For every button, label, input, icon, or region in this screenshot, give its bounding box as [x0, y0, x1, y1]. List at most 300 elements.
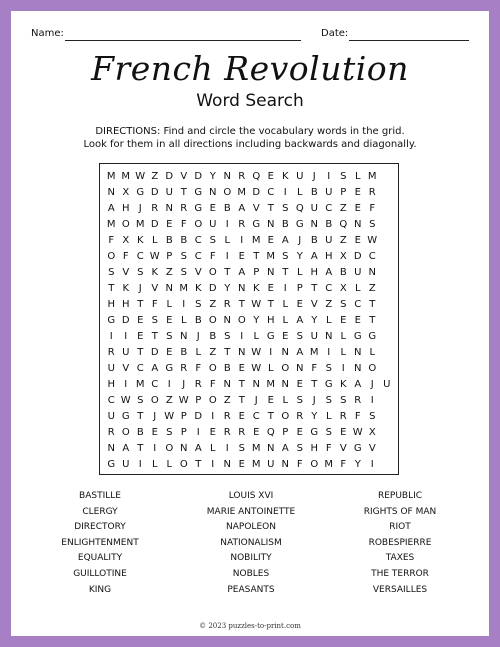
grid-letter[interactable]: R — [151, 202, 159, 214]
grid-letter[interactable]: O — [208, 394, 217, 406]
grid-letter[interactable]: U — [122, 458, 130, 470]
grid-letter[interactable]: D — [165, 170, 174, 182]
grid-letter[interactable]: S — [340, 298, 347, 310]
grid-letter[interactable]: G — [266, 330, 275, 342]
grid-letter[interactable]: T — [311, 282, 318, 294]
grid-letter[interactable]: T — [238, 298, 245, 310]
grid-letter[interactable]: S — [340, 394, 347, 406]
grid-letter[interactable]: B — [310, 186, 318, 198]
grid-letter[interactable]: E — [282, 330, 289, 342]
grid-letter[interactable]: I — [225, 218, 229, 230]
grid-letter[interactable]: L — [151, 234, 158, 246]
grid-letter[interactable]: W — [120, 394, 131, 406]
grid-letter[interactable]: M — [367, 170, 377, 182]
grid-letter[interactable]: U — [354, 266, 362, 278]
grid-letter[interactable]: W — [251, 298, 262, 310]
grid-letter[interactable]: S — [238, 442, 245, 454]
grid-letter[interactable]: B — [180, 346, 188, 358]
grid-letter[interactable]: G — [295, 218, 304, 230]
grid-letter[interactable]: Z — [368, 282, 376, 294]
grid-letter[interactable]: N — [281, 346, 289, 358]
grid-letter[interactable]: I — [327, 170, 331, 182]
grid-letter[interactable]: G — [194, 202, 203, 214]
grid-letter[interactable]: Z — [151, 170, 159, 182]
grid-letter[interactable]: P — [195, 394, 202, 406]
grid-letter[interactable]: L — [209, 442, 216, 454]
grid-letter[interactable]: E — [296, 426, 303, 438]
grid-letter[interactable]: F — [209, 250, 216, 262]
grid-letter[interactable]: T — [267, 298, 274, 310]
grid-letter[interactable]: O — [281, 362, 290, 374]
grid-letter[interactable]: N — [180, 442, 188, 454]
grid-letter[interactable]: T — [108, 282, 115, 294]
grid-letter[interactable]: R — [223, 298, 231, 310]
grid-letter[interactable]: M — [135, 218, 145, 230]
grid-letter[interactable]: F — [354, 410, 361, 422]
grid-letter[interactable]: V — [194, 266, 202, 278]
grid-letter[interactable]: Z — [165, 394, 173, 406]
grid-letter[interactable] — [380, 200, 395, 216]
grid-letter[interactable]: E — [238, 362, 245, 374]
grid-letter[interactable] — [380, 408, 395, 424]
grid-letter[interactable]: F — [108, 234, 115, 246]
grid-letter[interactable]: H — [107, 298, 116, 310]
grid-letter[interactable]: N — [267, 442, 275, 454]
grid-letter[interactable]: E — [354, 202, 361, 214]
grid-letter[interactable]: V — [122, 362, 130, 374]
grid-letter[interactable]: V — [122, 266, 130, 278]
grid-letter[interactable]: F — [340, 458, 347, 470]
grid-letter[interactable]: W — [352, 426, 363, 438]
grid-letter[interactable]: I — [240, 330, 244, 342]
grid-letter[interactable]: C — [136, 250, 144, 262]
grid-letter[interactable]: P — [296, 282, 303, 294]
grid-letter[interactable]: S — [137, 394, 144, 406]
grid-letter[interactable]: A — [310, 250, 318, 262]
grid-letter[interactable]: H — [107, 378, 116, 390]
grid-letter[interactable]: T — [137, 346, 144, 358]
grid-letter[interactable]: K — [252, 282, 260, 294]
grid-letter[interactable]: S — [282, 202, 289, 214]
grid-letter[interactable]: B — [325, 218, 333, 230]
grid-letter[interactable]: S — [296, 394, 303, 406]
grid-letter[interactable]: M — [121, 170, 131, 182]
grid-letter[interactable]: L — [195, 346, 202, 358]
grid-letter[interactable] — [380, 360, 395, 376]
grid-letter[interactable]: O — [107, 250, 116, 262]
grid-letter[interactable]: G — [107, 314, 116, 326]
grid-letter[interactable]: M — [135, 378, 145, 390]
grid-letter[interactable]: Y — [311, 314, 318, 326]
grid-letter[interactable]: T — [369, 298, 376, 310]
grid-letter[interactable]: I — [283, 282, 287, 294]
grid-letter[interactable]: V — [310, 298, 318, 310]
grid-letter[interactable]: N — [238, 346, 246, 358]
grid-letter[interactable]: M — [251, 234, 261, 246]
grid-letter[interactable]: H — [324, 250, 333, 262]
grid-letter[interactable]: D — [194, 170, 203, 182]
grid-letter[interactable]: T — [151, 330, 158, 342]
grid-letter[interactable]: R — [339, 410, 347, 422]
grid-letter[interactable]: T — [238, 378, 245, 390]
grid-letter[interactable]: S — [180, 266, 187, 278]
grid-letter[interactable]: N — [107, 186, 115, 198]
grid-letter[interactable]: J — [298, 234, 302, 246]
grid-letter[interactable] — [380, 216, 395, 232]
grid-letter[interactable]: O — [368, 362, 377, 374]
grid-letter[interactable]: G — [324, 378, 333, 390]
grid-letter[interactable]: C — [151, 378, 159, 390]
grid-letter[interactable]: C — [252, 410, 260, 422]
grid-letter[interactable]: E — [340, 314, 347, 326]
grid-letter[interactable]: M — [106, 170, 116, 182]
grid-letter[interactable]: S — [369, 218, 376, 230]
grid-letter[interactable] — [380, 296, 395, 312]
grid-letter[interactable]: T — [224, 346, 231, 358]
grid-letter[interactable]: P — [340, 186, 347, 198]
grid-letter[interactable]: V — [368, 442, 376, 454]
grid-letter[interactable]: D — [150, 346, 159, 358]
grid-letter[interactable]: D — [252, 186, 261, 198]
grid-letter[interactable]: I — [225, 250, 229, 262]
grid-letter[interactable]: A — [151, 362, 159, 374]
grid-letter[interactable]: S — [282, 250, 289, 262]
grid-letter[interactable]: C — [354, 298, 362, 310]
grid-letter[interactable]: U — [209, 218, 217, 230]
grid-letter[interactable]: N — [165, 202, 173, 214]
grid-letter[interactable]: J — [312, 170, 316, 182]
grid-letter[interactable]: B — [281, 218, 289, 230]
grid-letter[interactable]: F — [151, 298, 158, 310]
grid-letter[interactable]: N — [354, 362, 362, 374]
grid-letter[interactable]: C — [267, 186, 275, 198]
grid-letter[interactable]: A — [122, 442, 130, 454]
grid-letter[interactable] — [380, 232, 395, 248]
grid-letter[interactable]: K — [136, 234, 144, 246]
grid-letter[interactable]: N — [180, 330, 188, 342]
grid-letter[interactable]: K — [339, 378, 347, 390]
grid-letter[interactable]: L — [340, 346, 347, 358]
grid-letter[interactable]: S — [369, 410, 376, 422]
grid-letter[interactable]: T — [311, 378, 318, 390]
grid-letter[interactable]: C — [194, 250, 202, 262]
grid-letter[interactable]: B — [339, 266, 347, 278]
grid-letter[interactable]: T — [238, 394, 245, 406]
grid-letter[interactable]: W — [164, 410, 175, 422]
grid-letter[interactable]: H — [121, 298, 130, 310]
grid-letter[interactable]: S — [296, 330, 303, 342]
grid-letter[interactable]: V — [339, 442, 347, 454]
grid-letter[interactable] — [380, 344, 395, 360]
grid-letter[interactable]: B — [310, 234, 318, 246]
grid-letter[interactable]: P — [282, 426, 289, 438]
grid-letter[interactable]: M — [324, 458, 334, 470]
grid-letter[interactable]: J — [312, 394, 316, 406]
date-blank[interactable] — [349, 40, 469, 41]
grid-letter[interactable]: N — [107, 442, 115, 454]
grid-letter[interactable]: D — [208, 282, 217, 294]
grid-letter[interactable]: F — [180, 218, 187, 230]
grid-letter[interactable]: U — [310, 202, 318, 214]
grid-letter[interactable]: N — [165, 282, 173, 294]
grid-letter[interactable]: R — [368, 186, 376, 198]
grid-letter[interactable]: C — [194, 234, 202, 246]
grid-letter[interactable]: I — [370, 394, 374, 406]
grid-letter[interactable]: U — [296, 170, 304, 182]
grid-letter[interactable]: T — [282, 266, 289, 278]
grid-letter[interactable]: T — [224, 266, 231, 278]
grid-letter[interactable]: Y — [253, 314, 260, 326]
grid-letter[interactable]: O — [179, 458, 188, 470]
grid-letter[interactable] — [380, 440, 395, 456]
grid-letter[interactable]: N — [223, 378, 231, 390]
grid-letter[interactable]: E — [267, 234, 274, 246]
grid-letter[interactable]: J — [153, 410, 157, 422]
grid-letter[interactable]: W — [251, 362, 262, 374]
grid-letter[interactable]: R — [180, 202, 188, 214]
grid-letter[interactable]: N — [325, 330, 333, 342]
grid-letter[interactable]: E — [238, 410, 245, 422]
grid-letter[interactable]: I — [167, 378, 171, 390]
grid-letter[interactable]: E — [151, 426, 158, 438]
grid-letter[interactable]: U — [325, 186, 333, 198]
grid-letter[interactable]: U — [107, 362, 115, 374]
grid-letter[interactable]: T — [137, 298, 144, 310]
grid-letter[interactable]: U — [122, 346, 130, 358]
grid-letter[interactable]: J — [370, 378, 374, 390]
grid-letter[interactable]: X — [122, 234, 130, 246]
grid-letter[interactable]: R — [296, 410, 304, 422]
grid-letter[interactable]: T — [267, 410, 274, 422]
grid-letter[interactable]: M — [237, 186, 247, 198]
grid-letter[interactable]: L — [180, 314, 187, 326]
grid-letter[interactable]: A — [238, 266, 246, 278]
grid-letter[interactable]: H — [310, 442, 319, 454]
grid-letter[interactable]: L — [325, 410, 332, 422]
grid-letter[interactable]: Z — [325, 298, 333, 310]
grid-letter[interactable]: Z — [209, 298, 217, 310]
grid-letter[interactable]: L — [354, 170, 361, 182]
grid-letter[interactable]: X — [368, 426, 376, 438]
grid-letter[interactable]: E — [253, 426, 260, 438]
grid-letter[interactable]: B — [180, 234, 188, 246]
grid-letter[interactable]: T — [267, 202, 274, 214]
grid-letter[interactable]: R — [223, 410, 231, 422]
grid-letter[interactable]: N — [368, 266, 376, 278]
grid-letter[interactable]: W — [178, 394, 189, 406]
grid-letter[interactable]: N — [281, 458, 289, 470]
grid-letter[interactable]: L — [166, 298, 173, 310]
grid-letter[interactable]: F — [296, 458, 303, 470]
grid-letter[interactable]: S — [180, 250, 187, 262]
grid-letter[interactable]: T — [253, 250, 260, 262]
grid-letter[interactable]: T — [137, 410, 144, 422]
grid-letter[interactable]: R — [194, 378, 202, 390]
grid-letter[interactable]: T — [180, 186, 187, 198]
grid-letter[interactable]: Q — [252, 170, 261, 182]
grid-letter[interactable]: P — [180, 426, 187, 438]
grid-letter[interactable]: Q — [339, 218, 348, 230]
grid-letter[interactable]: O — [165, 442, 174, 454]
grid-letter[interactable]: A — [325, 266, 333, 278]
grid-letter[interactable]: U — [107, 410, 115, 422]
grid-letter[interactable]: Z — [339, 202, 347, 214]
grid-letter[interactable] — [380, 264, 395, 280]
grid-letter[interactable]: M — [251, 458, 261, 470]
grid-letter[interactable]: Z — [209, 346, 217, 358]
grid-letter[interactable]: C — [107, 394, 115, 406]
grid-letter[interactable]: L — [369, 346, 376, 358]
grid-letter[interactable]: L — [253, 330, 260, 342]
grid-letter[interactable]: E — [166, 218, 173, 230]
grid-letter[interactable]: S — [340, 170, 347, 182]
grid-letter[interactable]: A — [194, 442, 202, 454]
grid-letter[interactable]: E — [354, 314, 361, 326]
grid-letter[interactable] — [380, 392, 395, 408]
grid-letter[interactable]: O — [281, 410, 290, 422]
grid-letter[interactable]: Y — [224, 282, 231, 294]
grid-letter[interactable]: L — [151, 458, 158, 470]
grid-letter[interactable]: S — [137, 266, 144, 278]
grid-letter[interactable]: I — [211, 458, 215, 470]
grid-letter[interactable]: K — [194, 282, 202, 294]
grid-letter[interactable]: T — [195, 458, 202, 470]
grid-letter[interactable]: O — [121, 218, 130, 230]
grid-letter[interactable]: L — [340, 330, 347, 342]
grid-letter[interactable]: O — [208, 314, 217, 326]
grid-letter[interactable]: M — [266, 378, 276, 390]
grid-letter[interactable]: Z — [165, 266, 173, 278]
grid-letter[interactable]: E — [209, 202, 216, 214]
grid-letter[interactable]: I — [124, 330, 128, 342]
grid-letter[interactable]: U — [310, 330, 318, 342]
grid-letter[interactable]: V — [180, 170, 188, 182]
grid-letter[interactable]: K — [281, 170, 289, 182]
grid-letter[interactable]: M — [251, 442, 261, 454]
grid-letter[interactable]: A — [354, 378, 362, 390]
grid-letter[interactable]: F — [325, 442, 332, 454]
grid-letter[interactable]: S — [108, 266, 115, 278]
grid-letter[interactable]: G — [107, 458, 116, 470]
grid-letter[interactable]: L — [282, 314, 289, 326]
grid-letter[interactable]: S — [166, 426, 173, 438]
grid-letter[interactable]: O — [208, 266, 217, 278]
grid-letter[interactable]: I — [225, 442, 229, 454]
grid-letter[interactable]: A — [296, 314, 304, 326]
grid-letter[interactable]: R — [180, 362, 188, 374]
grid-letter[interactable]: J — [138, 282, 142, 294]
grid-letter[interactable] — [380, 312, 395, 328]
grid-letter[interactable]: J — [138, 202, 142, 214]
grid-letter[interactable]: B — [194, 314, 202, 326]
grid-letter[interactable]: O — [223, 186, 232, 198]
grid-letter[interactable]: S — [325, 362, 332, 374]
grid-letter[interactable] — [380, 184, 395, 200]
grid-letter[interactable]: I — [269, 346, 273, 358]
grid-letter[interactable]: D — [150, 186, 159, 198]
grid-letter[interactable]: L — [267, 362, 274, 374]
grid-letter[interactable]: N — [354, 218, 362, 230]
grid-letter[interactable]: S — [195, 298, 202, 310]
grid-letter[interactable]: K — [122, 282, 130, 294]
grid-letter[interactable]: G — [310, 426, 319, 438]
grid-letter[interactable]: N — [267, 218, 275, 230]
grid-letter[interactable]: W — [135, 170, 146, 182]
grid-letter[interactable]: G — [194, 186, 203, 198]
grid-letter[interactable]: U — [325, 234, 333, 246]
grid-letter[interactable]: O — [208, 362, 217, 374]
word-search-grid[interactable] — [99, 163, 399, 475]
grid-letter[interactable]: I — [196, 426, 200, 438]
grid-letter[interactable]: M — [309, 346, 319, 358]
grid-letter[interactable]: P — [180, 410, 187, 422]
grid-letter[interactable]: N — [223, 170, 231, 182]
grid-letter[interactable]: S — [209, 234, 216, 246]
grid-letter[interactable]: F — [311, 362, 318, 374]
grid-letter[interactable]: E — [267, 170, 274, 182]
grid-letter[interactable]: I — [283, 186, 287, 198]
grid-letter[interactable]: T — [137, 442, 144, 454]
grid-letter[interactable]: L — [354, 282, 361, 294]
grid-letter[interactable]: B — [165, 234, 173, 246]
grid-letter[interactable]: G — [368, 330, 377, 342]
grid-letter[interactable]: O — [150, 394, 159, 406]
grid-letter[interactable]: Y — [209, 170, 216, 182]
grid-letter[interactable]: I — [370, 458, 374, 470]
grid-letter[interactable]: E — [137, 330, 144, 342]
grid-letter[interactable]: B — [209, 330, 217, 342]
grid-letter[interactable]: O — [121, 426, 130, 438]
grid-letter[interactable]: I — [240, 234, 244, 246]
grid-letter[interactable]: W — [251, 346, 262, 358]
grid-letter[interactable]: I — [341, 362, 345, 374]
grid-letter[interactable]: D — [353, 250, 362, 262]
grid-letter[interactable]: S — [151, 314, 158, 326]
grid-letter[interactable]: R — [238, 218, 246, 230]
grid-letter[interactable]: L — [296, 186, 303, 198]
grid-letter[interactable]: R — [238, 170, 246, 182]
grid-letter[interactable]: E — [354, 234, 361, 246]
grid-letter[interactable]: E — [296, 298, 303, 310]
grid-letter[interactable]: F — [195, 362, 202, 374]
grid-letter[interactable]: Q — [295, 202, 304, 214]
grid-letter[interactable]: O — [194, 218, 203, 230]
grid-letter[interactable]: C — [325, 282, 333, 294]
grid-letter[interactable]: E — [209, 426, 216, 438]
grid-letter[interactable]: U — [383, 378, 391, 390]
grid-letter[interactable]: F — [122, 250, 129, 262]
grid-letter[interactable]: R — [107, 346, 115, 358]
grid-letter[interactable]: E — [238, 250, 245, 262]
grid-letter[interactable]: O — [310, 458, 319, 470]
grid-letter[interactable]: X — [339, 282, 347, 294]
grid-letter[interactable]: N — [223, 458, 231, 470]
grid-letter[interactable]: I — [109, 330, 113, 342]
grid-letter[interactable]: G — [353, 442, 362, 454]
grid-letter[interactable]: N — [296, 362, 304, 374]
grid-letter[interactable]: L — [282, 394, 289, 406]
grid-letter[interactable]: K — [151, 266, 159, 278]
grid-letter[interactable]: B — [223, 202, 231, 214]
grid-letter[interactable]: E — [340, 426, 347, 438]
grid-letter[interactable]: R — [238, 426, 246, 438]
grid-letter[interactable]: H — [266, 314, 275, 326]
grid-letter[interactable]: C — [368, 250, 376, 262]
grid-letter[interactable]: N — [238, 282, 246, 294]
grid-letter[interactable]: N — [354, 346, 362, 358]
grid-letter[interactable]: J — [182, 378, 186, 390]
grid-letter[interactable] — [380, 328, 395, 344]
